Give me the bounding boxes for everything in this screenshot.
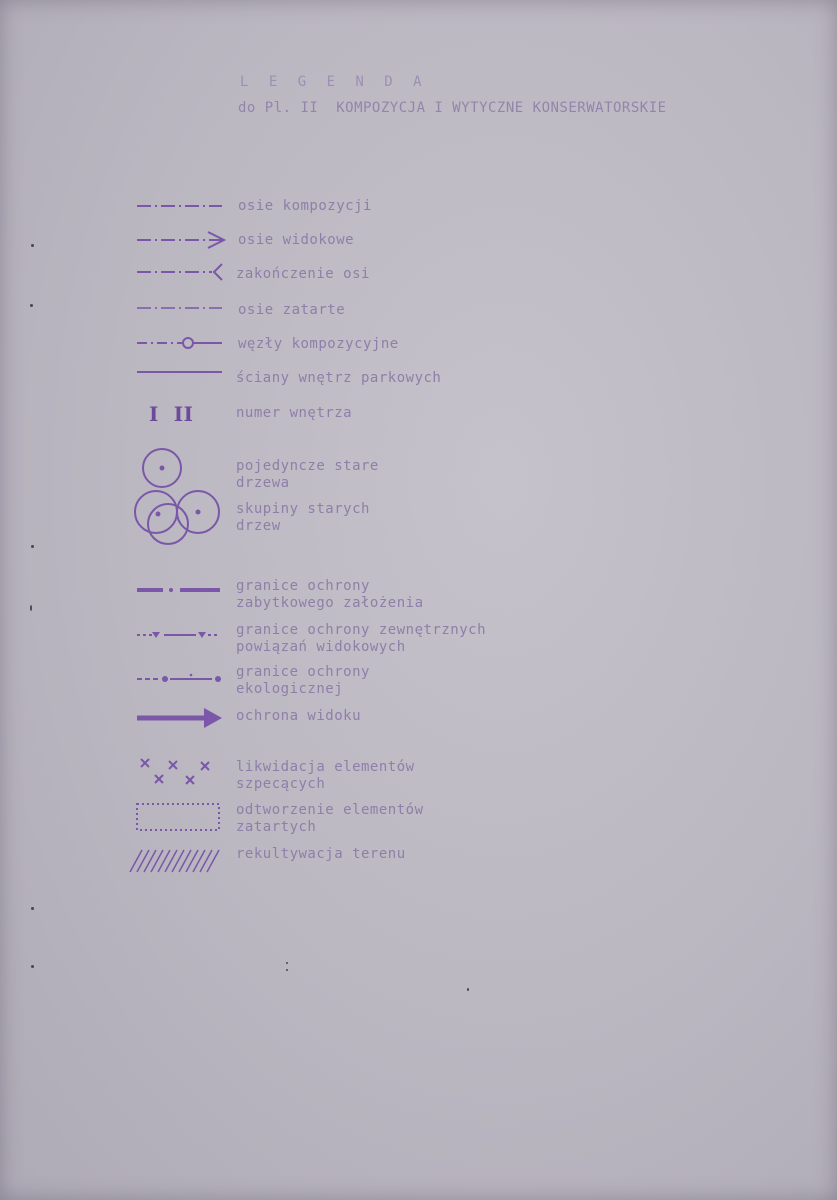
label-restoration-2: zatartych (236, 819, 317, 835)
label-external-boundary-2: powiązań widokowych (236, 639, 406, 655)
label-composition-axis: osie kompozycji (238, 198, 372, 214)
restoration-dotted-rect (137, 804, 219, 830)
binder-hole-mark (30, 304, 33, 307)
stray-mark (467, 988, 469, 991)
binder-hole-mark (31, 965, 34, 968)
label-view-protection: ochrona widoku (236, 708, 362, 724)
label-tree-group-2: drzew (236, 518, 281, 534)
label-composition-node: węzły kompozycyjne (238, 336, 399, 352)
legend-title: L E G E N D A (240, 74, 428, 90)
label-view-axis: osie widokowe (238, 232, 355, 248)
label-monument-boundary-2: zabytkowego założenia (236, 595, 424, 611)
external-boundary-symbol (137, 632, 220, 638)
binder-hole-mark (30, 605, 32, 611)
binder-hole-mark (31, 907, 34, 910)
label-restoration-1: odtworzenie elementów (236, 802, 424, 818)
label-room-number: numer wnętrza (236, 405, 353, 421)
label-removal-1: likwidacja elementów (236, 759, 415, 775)
binder-hole-mark (31, 545, 34, 548)
stray-mark (286, 962, 288, 964)
monument-boundary-symbol (137, 588, 220, 592)
label-recultivation: rekultywacja terenu (236, 846, 406, 862)
recultivation-hatch-symbol (130, 850, 219, 872)
view-protection-arrow-icon (137, 708, 222, 728)
label-axis-end: zakończenie osi (236, 266, 370, 282)
axis-view-symbol (137, 232, 224, 248)
label-external-boundary-1: granice ochrony zewnętrznych (236, 622, 487, 638)
label-faded-axis: osie zatarte (238, 302, 346, 318)
ecological-boundary-symbol (137, 674, 221, 682)
removal-cross-symbols (141, 759, 209, 784)
label-ecological-boundary-2: ekologicznej (236, 681, 344, 697)
label-monument-boundary-1: granice ochrony (236, 578, 370, 594)
single-tree-symbol (143, 449, 181, 487)
axis-end-symbol (137, 264, 222, 280)
room-number-symbol: I II (149, 402, 194, 426)
label-single-tree-2: drzewa (236, 475, 290, 491)
label-park-wall: ściany wnętrz parkowych (236, 370, 442, 386)
stray-mark (286, 969, 288, 971)
tree-group-symbol (135, 491, 219, 544)
label-removal-2: szpecących (236, 776, 326, 792)
label-single-tree-1: pojedyncze stare (236, 458, 379, 474)
composition-node-symbol (137, 338, 222, 348)
label-ecological-boundary-1: granice ochrony (236, 664, 370, 680)
binder-hole-mark (31, 244, 34, 247)
label-tree-group-1: skupiny starych (236, 501, 370, 517)
legend-subtitle: do Pl. II KOMPOZYCJA I WYTYCZNE KONSERWATORSKIE (238, 100, 667, 116)
